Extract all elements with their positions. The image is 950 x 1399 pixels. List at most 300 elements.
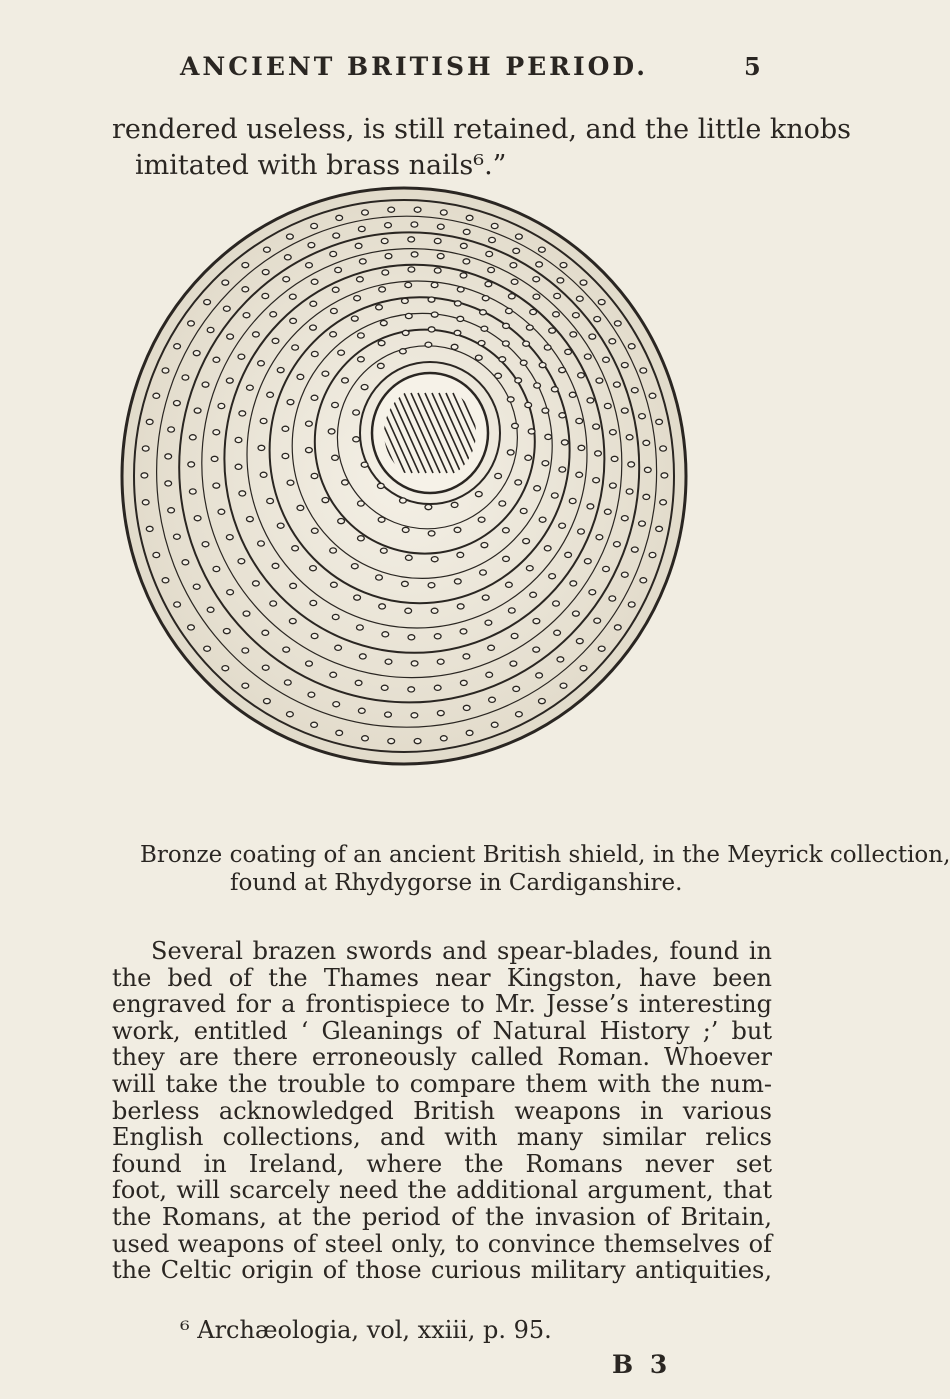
bead bbox=[463, 229, 470, 234]
body-line: will take the trouble to compare them with the num- bbox=[112, 1070, 772, 1098]
bead bbox=[560, 683, 567, 688]
bead bbox=[142, 500, 149, 505]
bead bbox=[573, 313, 580, 318]
bead bbox=[153, 552, 160, 557]
bead bbox=[357, 625, 364, 630]
bead bbox=[520, 508, 527, 513]
bead bbox=[511, 633, 518, 638]
bead bbox=[357, 277, 364, 282]
bead bbox=[614, 542, 621, 547]
bead bbox=[376, 305, 383, 310]
bead bbox=[165, 481, 172, 486]
bead bbox=[353, 437, 360, 442]
bead bbox=[621, 363, 628, 368]
bead bbox=[382, 270, 389, 275]
bead bbox=[287, 480, 294, 485]
bead bbox=[227, 590, 234, 595]
bead bbox=[402, 527, 409, 532]
bead bbox=[242, 263, 249, 268]
bead bbox=[253, 332, 260, 337]
bead bbox=[361, 385, 368, 390]
bead bbox=[351, 564, 358, 569]
bead bbox=[311, 473, 318, 478]
bead bbox=[202, 542, 209, 547]
bead bbox=[660, 446, 667, 451]
bead bbox=[639, 414, 646, 419]
bead bbox=[626, 435, 633, 440]
bead bbox=[218, 509, 225, 514]
bead bbox=[226, 378, 233, 383]
body-line: found in Ireland, where the Romans never set bbox=[112, 1149, 772, 1178]
bead bbox=[534, 486, 541, 491]
bead bbox=[358, 708, 365, 713]
body-line: they are there erroneously called Roman. Whoever bbox=[112, 1043, 772, 1072]
bead bbox=[218, 403, 225, 408]
bead bbox=[451, 502, 458, 507]
bead bbox=[402, 330, 409, 335]
bead bbox=[598, 646, 605, 651]
bead bbox=[322, 371, 329, 376]
bead bbox=[378, 341, 385, 346]
bead bbox=[242, 287, 249, 292]
bead bbox=[434, 268, 441, 273]
bead bbox=[322, 498, 329, 503]
bead bbox=[408, 635, 415, 640]
bead bbox=[405, 282, 412, 287]
bead bbox=[306, 448, 313, 453]
bead bbox=[311, 351, 318, 356]
bead bbox=[656, 526, 663, 531]
bead bbox=[385, 712, 392, 717]
bead bbox=[162, 578, 169, 583]
bead bbox=[388, 739, 395, 744]
bead bbox=[330, 672, 337, 677]
bead bbox=[570, 332, 577, 337]
footnote: ⁶ Archæologia, vol, xxiii, p. 95. bbox=[180, 1316, 552, 1344]
bead bbox=[235, 437, 242, 442]
bead bbox=[283, 277, 290, 282]
figure-caption-line-1: Bronze coating of an ancient British shield, in the Meyrick collection, bbox=[140, 842, 950, 868]
bead bbox=[272, 338, 279, 343]
bead bbox=[507, 397, 514, 402]
bead bbox=[475, 492, 482, 497]
bead bbox=[485, 620, 492, 625]
bead bbox=[489, 697, 496, 702]
bead bbox=[587, 504, 594, 509]
bead bbox=[640, 578, 647, 583]
bead bbox=[311, 395, 318, 400]
bead bbox=[355, 243, 362, 248]
bead bbox=[434, 685, 441, 690]
bead bbox=[258, 361, 265, 366]
bead bbox=[358, 357, 365, 362]
bead bbox=[523, 341, 530, 346]
bead bbox=[457, 287, 464, 292]
body-line: English collections, and with many similar relics bbox=[112, 1123, 772, 1152]
bead bbox=[408, 267, 415, 272]
bead bbox=[335, 267, 342, 272]
bead bbox=[362, 210, 369, 215]
bead bbox=[573, 611, 580, 616]
bead bbox=[292, 345, 299, 350]
bead bbox=[270, 312, 277, 317]
bead bbox=[576, 418, 583, 423]
bead bbox=[330, 548, 337, 553]
bead bbox=[193, 584, 200, 589]
bead bbox=[604, 509, 611, 514]
bead bbox=[385, 254, 392, 259]
bead bbox=[587, 398, 594, 403]
bead bbox=[287, 712, 294, 717]
bead bbox=[495, 473, 502, 478]
bead bbox=[165, 454, 172, 459]
bead bbox=[466, 730, 473, 735]
bead bbox=[292, 546, 299, 551]
bead bbox=[242, 648, 249, 653]
bead bbox=[431, 312, 438, 317]
bead bbox=[338, 519, 345, 524]
bead bbox=[358, 226, 365, 231]
bead bbox=[539, 517, 546, 522]
bead bbox=[262, 630, 269, 635]
bead bbox=[466, 215, 473, 220]
bead bbox=[408, 687, 415, 692]
bead bbox=[328, 429, 335, 434]
bead bbox=[610, 430, 617, 435]
bead bbox=[457, 316, 464, 321]
bead bbox=[609, 596, 616, 601]
bead bbox=[614, 321, 621, 326]
bead bbox=[523, 539, 530, 544]
bead bbox=[520, 360, 527, 365]
bead bbox=[454, 579, 461, 584]
bead bbox=[213, 483, 220, 488]
bead bbox=[297, 374, 304, 379]
bead bbox=[182, 560, 189, 565]
bead bbox=[554, 293, 561, 298]
bead bbox=[253, 581, 260, 586]
bead bbox=[489, 237, 496, 242]
bead bbox=[533, 647, 540, 652]
bead bbox=[377, 363, 384, 368]
bead bbox=[611, 456, 618, 461]
bead bbox=[576, 296, 583, 301]
running-head bbox=[0, 52, 801, 92]
bead bbox=[222, 666, 229, 671]
bead bbox=[516, 712, 523, 717]
bead bbox=[213, 566, 220, 571]
bead bbox=[544, 546, 551, 551]
bead bbox=[621, 516, 628, 521]
bead bbox=[481, 326, 488, 331]
bead bbox=[486, 672, 493, 677]
bead bbox=[405, 555, 412, 560]
bead bbox=[614, 382, 621, 387]
bead bbox=[243, 313, 250, 318]
bead bbox=[621, 408, 628, 413]
bead bbox=[569, 392, 576, 397]
bead bbox=[379, 287, 386, 292]
bead bbox=[549, 574, 556, 579]
bead bbox=[290, 318, 297, 323]
bead bbox=[330, 251, 337, 256]
bead bbox=[287, 234, 294, 239]
bead bbox=[226, 535, 233, 540]
bead bbox=[434, 634, 441, 639]
bead bbox=[437, 254, 444, 259]
bead bbox=[530, 592, 537, 597]
bead bbox=[204, 300, 211, 305]
bead bbox=[222, 280, 229, 285]
bead bbox=[308, 692, 315, 697]
bead bbox=[513, 248, 520, 253]
bead bbox=[557, 657, 564, 662]
bead bbox=[388, 207, 395, 212]
bead bbox=[621, 572, 628, 577]
bead bbox=[194, 516, 201, 521]
bead bbox=[385, 659, 392, 664]
body-line: the Romans, at the period of the invasion of Britain, bbox=[112, 1203, 772, 1231]
bead bbox=[211, 456, 218, 461]
bead bbox=[331, 582, 338, 587]
bead bbox=[359, 654, 366, 659]
body-line: Several brazen swords and spear-blades, found in bbox=[151, 937, 772, 965]
bead bbox=[174, 401, 181, 406]
bead bbox=[330, 332, 337, 337]
bead bbox=[434, 238, 441, 243]
bead bbox=[405, 313, 412, 318]
bead bbox=[400, 349, 407, 354]
bead bbox=[194, 408, 201, 413]
bead bbox=[660, 500, 667, 505]
bead bbox=[580, 280, 587, 285]
body-line: used weapons of steel only, to convince themselves of bbox=[112, 1229, 772, 1258]
bead bbox=[247, 517, 254, 522]
bead bbox=[570, 581, 577, 586]
bead bbox=[336, 215, 343, 220]
bead bbox=[331, 308, 338, 313]
bead bbox=[411, 661, 418, 666]
bead bbox=[207, 607, 214, 612]
bead bbox=[297, 505, 304, 510]
bead bbox=[475, 355, 482, 360]
bead bbox=[358, 333, 365, 338]
bead bbox=[491, 223, 498, 228]
intro-line: rendered useless, is still retained, and the little knobs bbox=[112, 114, 852, 145]
bead bbox=[649, 393, 656, 398]
bead bbox=[503, 528, 510, 533]
bead bbox=[578, 373, 585, 378]
bead bbox=[277, 368, 284, 373]
bead bbox=[559, 368, 566, 373]
bead bbox=[431, 557, 438, 562]
bead bbox=[559, 413, 566, 418]
bead bbox=[362, 736, 369, 741]
body-line: work, entitled ‘ Gleanings of Natural History ;’ but bbox=[112, 1016, 772, 1045]
bead bbox=[631, 547, 638, 552]
bead bbox=[576, 472, 583, 477]
bead bbox=[282, 426, 289, 431]
bead bbox=[454, 527, 461, 532]
bead bbox=[277, 523, 284, 528]
bead bbox=[499, 357, 506, 362]
shield-figure bbox=[112, 178, 687, 758]
bead bbox=[431, 608, 438, 613]
bead bbox=[580, 666, 587, 671]
bead bbox=[437, 659, 444, 664]
bead bbox=[486, 251, 493, 256]
body-line: berless acknowledged British weapons in various bbox=[112, 1096, 772, 1125]
bead bbox=[542, 461, 549, 466]
bead bbox=[204, 646, 211, 651]
bead bbox=[267, 498, 274, 503]
bead bbox=[153, 393, 160, 398]
bead bbox=[287, 400, 294, 405]
bead bbox=[536, 673, 543, 678]
bead bbox=[595, 451, 602, 456]
bead bbox=[626, 489, 633, 494]
bead bbox=[480, 570, 487, 575]
bead bbox=[610, 483, 617, 488]
bead bbox=[354, 595, 361, 600]
bead bbox=[485, 282, 492, 287]
bead bbox=[584, 354, 591, 359]
bead bbox=[358, 501, 365, 506]
bead bbox=[649, 552, 656, 557]
bead bbox=[342, 378, 349, 383]
bead bbox=[628, 344, 635, 349]
bead bbox=[336, 730, 343, 735]
bead bbox=[506, 308, 513, 313]
bead bbox=[342, 480, 349, 485]
bead bbox=[411, 713, 418, 718]
bead bbox=[565, 349, 572, 354]
bead bbox=[440, 736, 447, 741]
running-title: ANCIENT BRITISH PERIOD. bbox=[180, 52, 648, 81]
bead bbox=[202, 382, 209, 387]
bead bbox=[311, 279, 318, 284]
figure-caption-line-2: found at Rhydygorse in Cardiganshire. bbox=[230, 870, 683, 896]
bead bbox=[332, 402, 339, 407]
bead bbox=[557, 278, 564, 283]
bead bbox=[425, 342, 432, 347]
bead bbox=[460, 680, 467, 685]
bead bbox=[536, 262, 543, 267]
bead bbox=[631, 388, 638, 393]
bead bbox=[539, 699, 546, 704]
bead bbox=[554, 630, 561, 635]
bead bbox=[589, 334, 596, 339]
bead bbox=[267, 392, 274, 397]
bead bbox=[551, 493, 558, 498]
bead bbox=[510, 661, 517, 666]
bead bbox=[584, 559, 591, 564]
bead bbox=[594, 618, 601, 623]
bead bbox=[359, 259, 366, 264]
bead bbox=[358, 536, 365, 541]
bead bbox=[162, 368, 169, 373]
bead bbox=[332, 614, 339, 619]
bead bbox=[306, 661, 313, 666]
bead bbox=[431, 282, 438, 287]
bead bbox=[258, 445, 265, 450]
bead bbox=[382, 632, 389, 637]
bead bbox=[262, 293, 269, 298]
bead bbox=[594, 317, 601, 322]
bead bbox=[355, 680, 362, 685]
bead bbox=[457, 552, 464, 557]
bead bbox=[235, 464, 242, 469]
bead bbox=[284, 680, 291, 685]
bead bbox=[661, 473, 668, 478]
bead bbox=[482, 296, 489, 301]
bead bbox=[478, 341, 485, 346]
bead bbox=[174, 602, 181, 607]
bead bbox=[414, 207, 421, 212]
bead bbox=[425, 505, 432, 510]
bead bbox=[378, 517, 385, 522]
bead bbox=[311, 722, 318, 727]
body-line: the Celtic origin of those curious military antiquities, bbox=[112, 1256, 772, 1285]
bead bbox=[508, 608, 515, 613]
bead bbox=[551, 387, 558, 392]
bead bbox=[511, 279, 518, 284]
bead bbox=[310, 301, 317, 306]
bead bbox=[545, 434, 552, 439]
bead bbox=[338, 350, 345, 355]
bead bbox=[428, 297, 435, 302]
bead bbox=[656, 419, 663, 424]
bead bbox=[310, 325, 317, 330]
bead bbox=[604, 403, 611, 408]
bead bbox=[482, 595, 489, 600]
bead bbox=[628, 462, 635, 467]
bead bbox=[488, 645, 495, 650]
bead bbox=[333, 702, 340, 707]
bead bbox=[513, 686, 520, 691]
body-line: foot, will scarcely need the additional argument, that bbox=[112, 1176, 772, 1205]
bead bbox=[437, 711, 444, 716]
bead bbox=[238, 559, 245, 564]
bead bbox=[463, 705, 470, 710]
bead bbox=[533, 277, 540, 282]
bead bbox=[491, 722, 498, 727]
bead bbox=[561, 440, 568, 445]
bead bbox=[381, 238, 388, 243]
bead bbox=[227, 334, 234, 339]
bead bbox=[503, 341, 510, 346]
bead bbox=[247, 385, 254, 390]
bead bbox=[539, 247, 546, 252]
bead bbox=[174, 344, 181, 349]
bead bbox=[168, 427, 175, 432]
bead bbox=[238, 354, 245, 359]
bead bbox=[141, 473, 148, 478]
bead bbox=[243, 611, 250, 616]
bead bbox=[262, 665, 269, 670]
bead bbox=[553, 312, 560, 317]
bead bbox=[603, 357, 610, 362]
bead bbox=[428, 327, 435, 332]
bead bbox=[351, 316, 358, 321]
bead bbox=[499, 501, 506, 506]
bead bbox=[516, 234, 523, 239]
bead bbox=[503, 323, 510, 328]
bead bbox=[515, 480, 522, 485]
bead bbox=[440, 210, 447, 215]
bead bbox=[308, 243, 315, 248]
bead bbox=[258, 541, 265, 546]
